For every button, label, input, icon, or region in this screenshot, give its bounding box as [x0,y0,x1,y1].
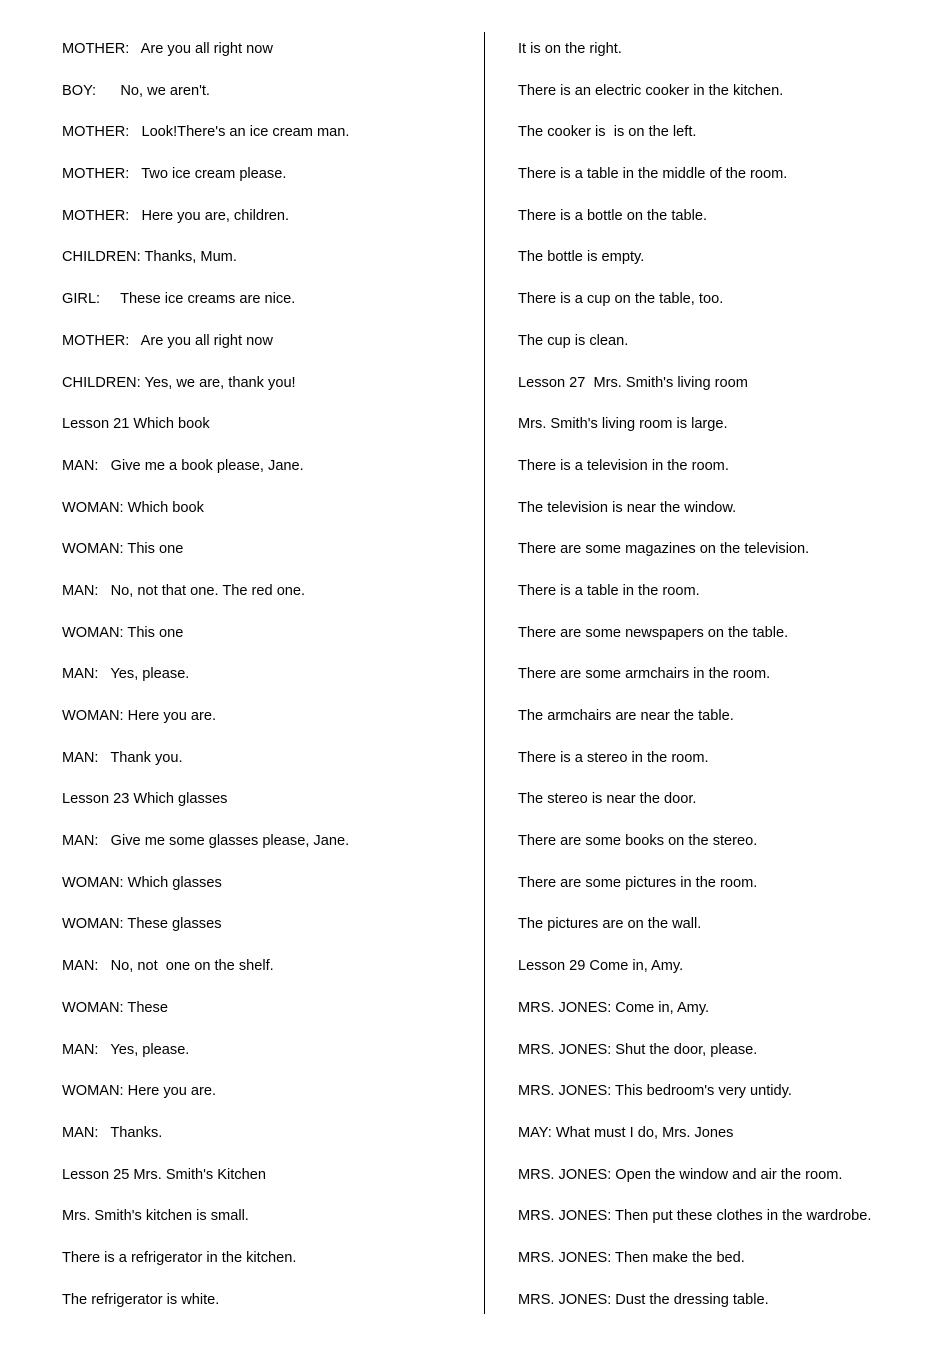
text-line: MRS. JONES: Open the window and air the room. [518,1166,843,1183]
text-line: There is a cup on the table, too. [518,291,724,308]
text-line: The bottle is empty. [518,249,645,266]
text-line: MAN: Thank you. [62,749,183,766]
text-line: There are some pictures in the room. [518,874,758,891]
text-line: Mrs. Smith's kitchen is small. [62,1208,249,1225]
text-line: MOTHER: Two ice cream please. [62,166,287,183]
text-line: WOMAN: This one [62,541,184,558]
text-line: MRS. JONES: Come in, Amy. [518,999,710,1016]
lesson-heading: Lesson 29 Come in, Amy. [518,958,684,975]
text-line: GIRL: These ice creams are nice. [62,291,296,308]
right-text-column [518,38,918,1330]
text-line: MAY: What must I do, Mrs. Jones [518,1124,734,1141]
text-line: MAN: No, not that one. The red one. [62,582,306,599]
text-line: CHILDREN: Thanks, Mum. [62,249,237,266]
text-line: WOMAN: These glasses [62,916,222,933]
text-line: There is a television in the room. [518,457,729,474]
text-line: MRS. JONES: Shut the door, please. [518,1041,758,1058]
text-line: WOMAN: These [62,999,168,1016]
text-line: The cup is clean. [518,332,629,349]
text-line: The television is near the window. [518,499,737,516]
text-line: MOTHER: Are you all right now [62,41,273,57]
lesson-heading: Lesson 23 Which glasses [62,791,228,808]
text-line: The refrigerator is white. [62,1291,220,1308]
text-line: There are some books on the stereo. [518,833,758,850]
text-line: MOTHER: Look!There's an ice cream man. [62,124,350,141]
text-line: WOMAN: Which book [62,499,204,516]
text-line: There are some armchairs in the room. [518,666,771,683]
text-line: The cooker is is on the left. [518,124,697,141]
text-line: There are some newspapers on the table. [518,624,789,641]
text-line: MRS. JONES: This bedroom's very untidy. [518,1083,792,1100]
text-line: BOY: No, we aren't. [62,82,210,99]
lesson-heading: Lesson 21 Which book [62,416,210,433]
lesson-heading: Lesson 27 Mrs. Smith's living room [518,374,748,391]
text-line: The armchairs are near the table. [518,708,734,724]
text-line: There are some magazines on the television. [518,541,810,558]
column-divider [484,32,485,1314]
text-line: There is a stereo in the room. [518,749,709,766]
text-line: MAN: Yes, please. [62,666,190,683]
text-line: There is a bottle on the table. [518,207,708,224]
text-line: The stereo is near the door. [518,791,697,808]
text-line: There is a refrigerator in the kitchen. [62,1249,297,1266]
text-line: MRS. JONES: Then put these clothes in the wardrobe. [518,1208,872,1225]
text-line: It is on the right. [518,41,622,57]
lesson-heading: Lesson 25 Mrs. Smith's Kitchen [62,1166,266,1183]
text-line: MAN: Thanks. [62,1124,163,1141]
text-line: MAN: Give me some glasses please, Jane. [62,833,350,850]
text-line: MRS. JONES: Dust the dressing table. [518,1291,769,1308]
text-line: The pictures are on the wall. [518,916,702,933]
text-line: There is a table in the room. [518,582,700,599]
text-line: There is an electric cooker in the kitchen. [518,82,784,99]
text-line: MAN: Give me a book please, Jane. [62,457,304,474]
left-text-column [62,38,472,1330]
text-line: WOMAN: Here you are. [62,1083,217,1100]
text-line: WOMAN: Here you are. [62,708,217,724]
text-line: MOTHER: Here you are, children. [62,207,290,224]
text-line: MOTHER: Are you all right now [62,332,273,349]
text-line: CHILDREN: Yes, we are, thank you! [62,374,296,391]
text-line: There is a table in the middle of the room. [518,166,788,183]
text-line: WOMAN: This one [62,624,184,641]
text-line: WOMAN: Which glasses [62,874,222,891]
text-line: MAN: No, not one on the shelf. [62,958,274,975]
text-line: MRS. JONES: Then make the bed. [518,1249,745,1266]
text-line: MAN: Yes, please. [62,1041,190,1058]
text-line: Mrs. Smith's living room is large. [518,416,728,433]
